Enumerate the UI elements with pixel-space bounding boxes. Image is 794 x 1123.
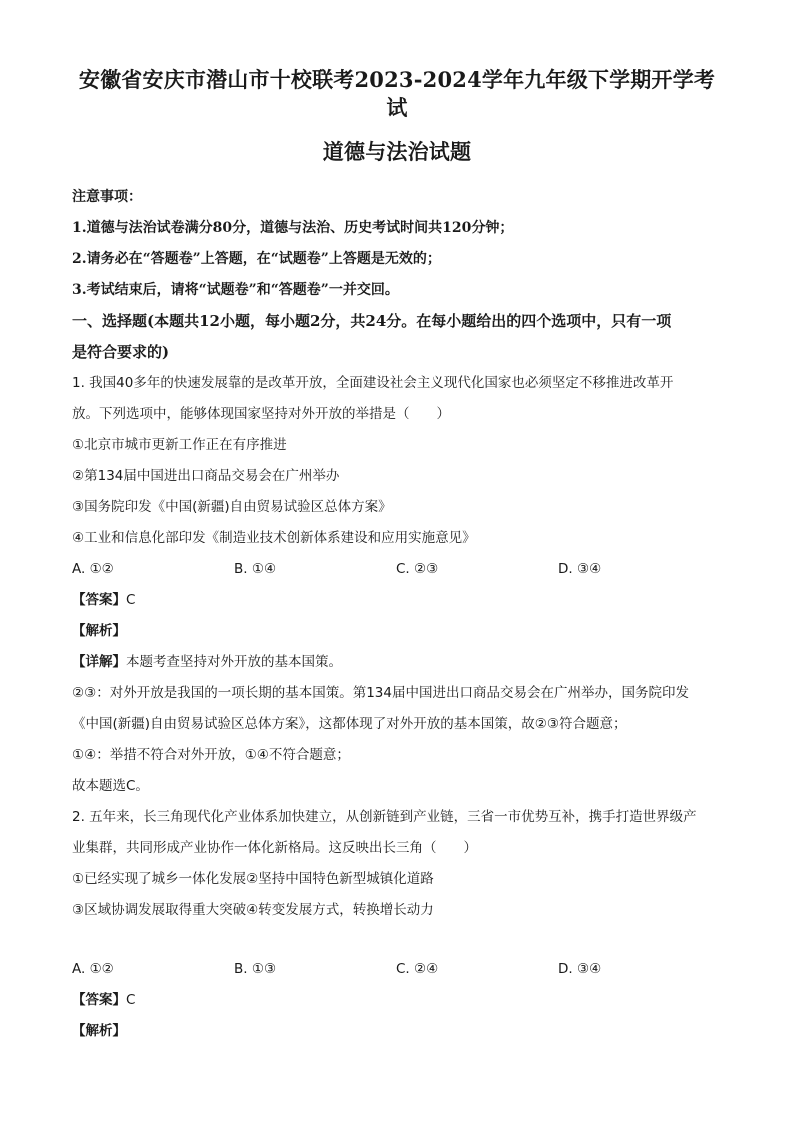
q1-explain-2: ①④：举措不符合对外开放，①④不符合题意； <box>72 747 350 763</box>
q1-stem: 1. 我国40多年的快速发展靠的是改革开放，全面建设社会主义现代化国家也必须坚定不移推进改革开 <box>72 375 674 391</box>
section-heading-cont: 是符合要求的) <box>72 343 170 361</box>
q1-detail <box>72 647 722 678</box>
analysis-label: 【解析】 <box>72 1023 126 1039</box>
q1-option-d: D. ③④ <box>558 561 602 577</box>
answer-label: 【答案】 <box>72 992 126 1008</box>
q1-item: ④工业和信息化部印发《制造业技术创新体系建设和应用实施意见》 <box>72 530 476 546</box>
q1-item: ①北京市城市更新工作正在有序推进 <box>72 437 287 453</box>
q2-stem-cont: 业集群，共同形成产业协作一体化新格局。这反映出长三角（ ） <box>72 840 477 856</box>
exam-title: 安徽省安庆市潜山市十校联考2023-2024学年九年级下学期开学考试 <box>78 67 716 120</box>
q2-options <box>72 954 722 985</box>
q1-item: ③国务院印发《中国(新疆)自由贸易试验区总体方案》 <box>72 499 392 515</box>
q1-item: ②第134届中国进出口商品交易会在广州举办 <box>72 468 340 484</box>
q1-analysis-label <box>72 616 722 647</box>
q1-explain: ②③：对外开放是我国的一项长期的基本国策。第134届中国进出口商品交易会在广州举办，国务院印发 <box>72 685 689 701</box>
detail-text: 本题考查坚持对外开放的基本国策。 <box>126 654 342 670</box>
note-item: 1.道德与法治试卷满分80分，道德与法治、历史考试时间共120分钟； <box>72 220 514 236</box>
q1-stem-cont: 放。下列选项中，能够体现国家坚持对外开放的举措是（ ） <box>72 406 450 422</box>
note-item: 2.请务必在“答题卷”上答题，在“试题卷”上答题是无效的； <box>72 251 441 267</box>
detail-label: 【详解】 <box>72 654 126 670</box>
notes-heading: 注意事项： <box>72 189 142 205</box>
q2-items-cont: ③区域协调发展取得重大突破④转变发展方式，转换增长动力 <box>72 902 434 918</box>
analysis-label: 【解析】 <box>72 623 126 639</box>
q2-answer <box>72 985 722 1016</box>
q1-explain-cont: 《中国(新疆)自由贸易试验区总体方案》，这都体现了对外开放的基本国策，故②③符合题意； <box>72 716 627 732</box>
q2-stem: 2. 五年来，长三角现代化产业体系加快建立，从创新链到产业链，三省一市优势互补，携手打造世界级产 <box>72 809 697 825</box>
question-1 <box>72 368 722 802</box>
q1-option-b: B. ①④ <box>234 561 277 577</box>
exam-subtitle: 道德与法治试题 <box>322 139 472 164</box>
spacer <box>72 926 722 954</box>
notes-section <box>72 182 722 306</box>
q1-options <box>72 554 722 585</box>
question-2 <box>72 802 722 1047</box>
q1-conclusion: 故本题选C。 <box>72 778 149 794</box>
answer-value: C <box>126 592 136 608</box>
q1-answer <box>72 585 722 616</box>
section-heading: 一、选择题(本题共12小题，每小题2分，共24分。在每小题给出的四个选项中，只有一项 <box>72 312 672 330</box>
answer-label: 【答案】 <box>72 592 126 608</box>
q1-option-c: C. ②③ <box>396 561 439 577</box>
q2-analysis-label <box>72 1016 722 1047</box>
note-item: 3.考试结束后，请将“试题卷”和“答题卷”一并交回。 <box>72 282 399 298</box>
q2-option-d: D. ③④ <box>558 961 602 977</box>
q2-option-b: B. ①③ <box>234 961 277 977</box>
q1-option-a: A. ①② <box>72 561 114 577</box>
q2-items: ①已经实现了城乡一体化发展②坚持中国特色新型城镇化道路 <box>72 871 434 887</box>
q2-option-c: C. ②④ <box>396 961 439 977</box>
q2-option-a: A. ①② <box>72 961 114 977</box>
exam-page <box>72 60 722 1047</box>
answer-value: C <box>126 992 136 1008</box>
